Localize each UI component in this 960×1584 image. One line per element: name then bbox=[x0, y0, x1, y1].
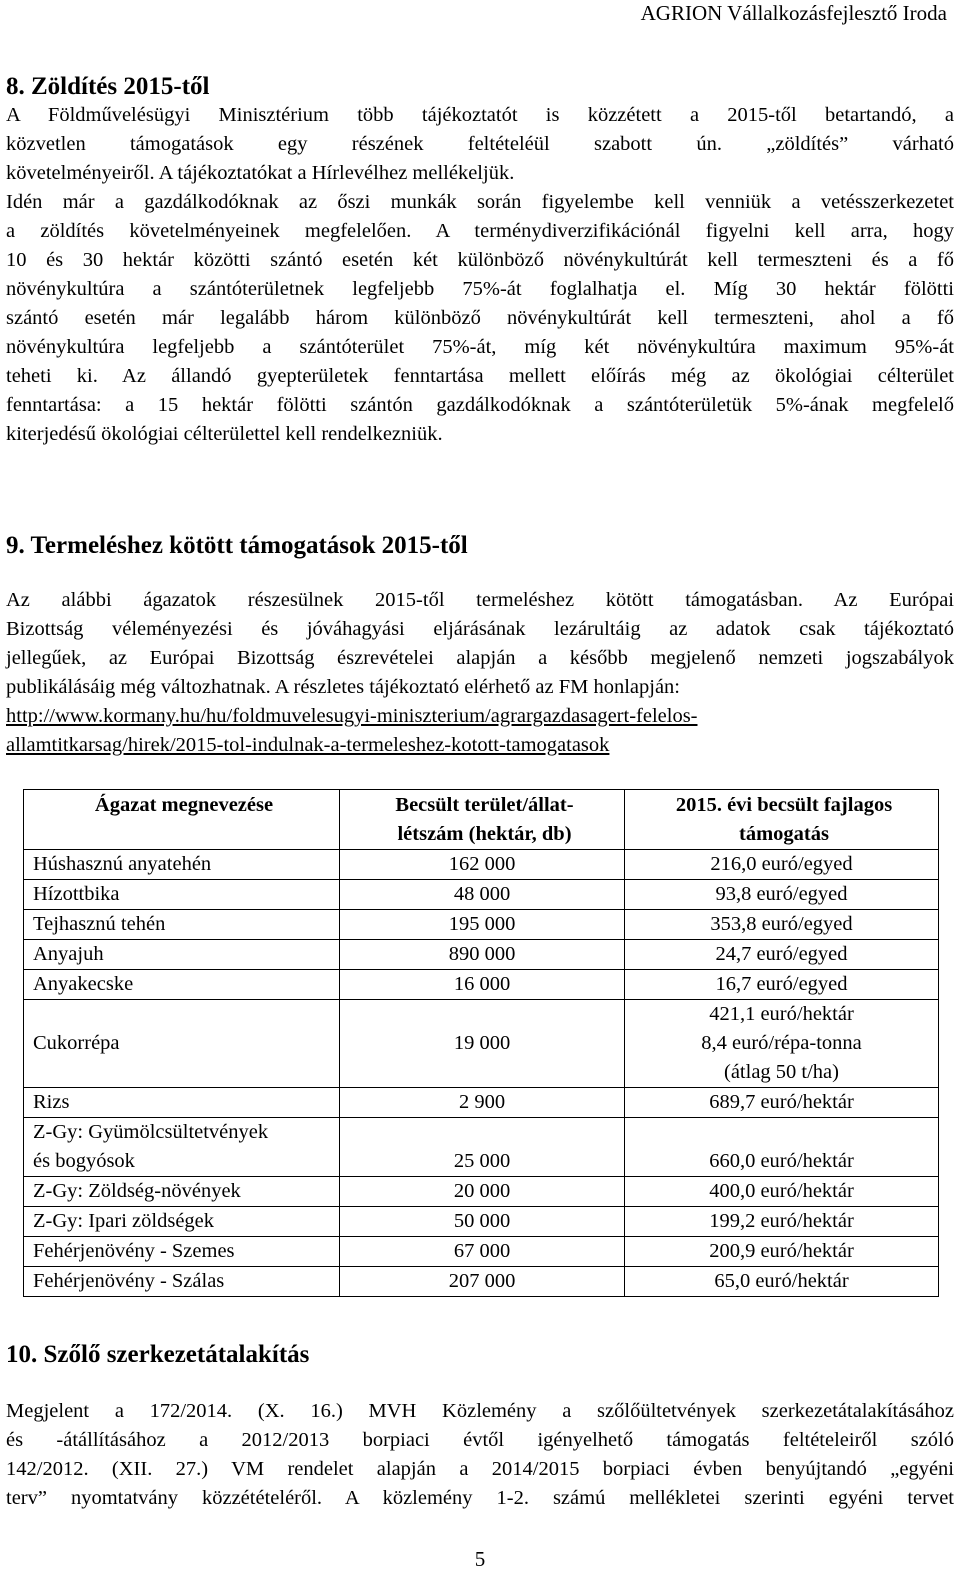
table-row bbox=[24, 1237, 939, 1267]
section-8-line: Idén már a gazdálkodóknak az őszi munkák során figyelembe kell venniük a vetésszerkezetet bbox=[6, 191, 954, 213]
section-8-line: közvetlen támogatások egy részének feltételéül szabott ún. „zöldítés” várható bbox=[6, 133, 954, 155]
sector-cell: Anyajuh bbox=[24, 940, 340, 970]
amount-cell: 19 000 bbox=[340, 1000, 625, 1088]
fm-link-line bbox=[6, 702, 954, 731]
support-cell bbox=[625, 1000, 939, 1088]
section-8-line: növénykultúra legfeljebb a szántóterület 75%-át, míg két növénykultúra maximum 95%-át bbox=[6, 336, 954, 358]
section-8-line: szántó esetén már legalább három különböző növénykultúrát kell termeszteni, ahol a fő bbox=[6, 307, 954, 329]
section-10-line: Megjelent a 172/2014. (X. 16.) MVH Közlemény a szőlőültetvények szerkezetátalakításához bbox=[6, 1400, 954, 1422]
amount-cell: 207 000 bbox=[340, 1267, 625, 1297]
section-8-line: 10 és 30 hektár közötti szántó esetén két különböző növénykultúrát kell termeszteni és a fő bbox=[6, 249, 954, 271]
support-line: 421,1 euró/hektár bbox=[709, 1003, 854, 1025]
sector-cell: Cukorrépa bbox=[24, 1000, 340, 1088]
table-row bbox=[24, 1267, 939, 1297]
table-row bbox=[24, 850, 939, 880]
sector-cell: Tejhasznú tehén bbox=[24, 910, 340, 940]
section-8-line: a zöldítés követelményeinek megfelelően. A terménydiverzifikációnál figyelni kell arra, hogy bbox=[6, 220, 954, 242]
support-cell: 400,0 euró/hektár bbox=[625, 1177, 939, 1207]
column-header-amount-text: Becsült terület/állat-létszám (hektár, db) bbox=[395, 794, 574, 845]
table-header-row bbox=[24, 790, 939, 850]
table-row bbox=[24, 1177, 939, 1207]
section-8-line: növénykultúra a szántóterületnek legfeljebb 75%-át foglalhatja el. Míg 30 hektár fölötti bbox=[6, 278, 954, 300]
amount-cell: 48 000 bbox=[340, 880, 625, 910]
support-cell: 200,9 euró/hektár bbox=[625, 1237, 939, 1267]
sector-cell: Húshasznú anyatehén bbox=[24, 850, 340, 880]
support-cell: 93,8 euró/egyed bbox=[625, 880, 939, 910]
support-table bbox=[23, 789, 939, 1297]
sector-cell: Fehérjenövény - Szálas bbox=[24, 1267, 340, 1297]
support-cell: 24,7 euró/egyed bbox=[625, 940, 939, 970]
table-row bbox=[24, 880, 939, 910]
section-9-line: Bizottság véleményezési és jóváhagyási eljárásának lezárultáig az adatok csak tájékoztató bbox=[6, 618, 954, 640]
support-line: (átlag 50 t/ha) bbox=[724, 1061, 839, 1083]
support-cell: 65,0 euró/hektár bbox=[625, 1267, 939, 1297]
sector-cell bbox=[24, 1118, 340, 1177]
section-9-line: Az alábbi ágazatok részesülnek 2015-től termeléshez kötött támogatásban. Az Európai bbox=[6, 589, 954, 611]
sector-cell: Z-Gy: Zöldség-növények bbox=[24, 1177, 340, 1207]
sector-cell: Z-Gy: Ipari zöldségek bbox=[24, 1207, 340, 1237]
amount-cell: 2 900 bbox=[340, 1088, 625, 1118]
section-8-line: fenntartása: a 15 hektár fölötti szántón gazdálkodóknak a szántóterületük 5%-ának megfelelő bbox=[6, 394, 954, 416]
fm-link-line bbox=[6, 731, 954, 760]
sector-line: Z-Gy: Gyümölcsültetvények bbox=[33, 1121, 269, 1143]
support-cell: 660,0 euró/hektár bbox=[625, 1118, 939, 1177]
amount-cell: 195 000 bbox=[340, 910, 625, 940]
support-cell: 16,7 euró/egyed bbox=[625, 970, 939, 1000]
sector-cell: Anyakecske bbox=[24, 970, 340, 1000]
section-10-line: 142/2012. (XII. 27.) VM rendelet alapján a 2014/2015 borpiaci évben benyújtandó „egyéni bbox=[6, 1458, 954, 1480]
column-header-support bbox=[625, 790, 939, 850]
support-cell: 199,2 euró/hektár bbox=[625, 1207, 939, 1237]
section-10-line: terv” nyomtatvány közzétételéről. A közlemény 1-2. számú mellékletei szerinti egyéni tervet bbox=[6, 1487, 954, 1509]
section-9-line: publikálásáig még változhatnak. A részletes tájékoztató elérhető az FM honlapján: bbox=[6, 676, 680, 698]
fm-link-part-2[interactable]: allamtitkarsag/hirek/2015-tol-indulnak-a-termeleshez-kotott-tamogatasok bbox=[6, 734, 610, 756]
table-row bbox=[24, 1118, 939, 1177]
section-9-line: jellegűek, az Európai Bizottság észrevételei alapján a később megjelenő nemzeti jogszabályok bbox=[6, 647, 954, 669]
table-row bbox=[24, 1088, 939, 1118]
amount-cell: 50 000 bbox=[340, 1207, 625, 1237]
column-header-support-text: 2015. évi becsült fajlagos támogatás bbox=[675, 794, 893, 845]
support-cell: 216,0 euró/egyed bbox=[625, 850, 939, 880]
amount-cell: 67 000 bbox=[340, 1237, 625, 1267]
section-8-heading: 8. Zöldítés 2015-től bbox=[6, 73, 210, 100]
amount-cell: 20 000 bbox=[340, 1177, 625, 1207]
column-header-amount bbox=[340, 790, 625, 850]
amount-cell: 16 000 bbox=[340, 970, 625, 1000]
column-header-sector: Ágazat megnevezése bbox=[24, 790, 340, 850]
section-10-heading: 10. Szőlő szerkezetátalakítás bbox=[6, 1341, 310, 1368]
section-8-line: kiterjedésű ökológiai célterülettel kell rendelkezniük. bbox=[6, 423, 443, 445]
table-row bbox=[24, 1000, 939, 1088]
table-row bbox=[24, 970, 939, 1000]
section-10-line: és -átállításához a 2012/2013 borpiaci évtől igényelhető támogatás feltételeiről szóló bbox=[6, 1429, 954, 1451]
table-row bbox=[24, 910, 939, 940]
sector-line: és bogyósok bbox=[33, 1150, 135, 1172]
page-number: 5 bbox=[474, 1547, 486, 1571]
table-row bbox=[24, 940, 939, 970]
section-8-line: követelményeiről. A tájékoztatókat a Hírlevélhez mellékeljük. bbox=[6, 162, 515, 184]
amount-cell: 25 000 bbox=[340, 1118, 625, 1177]
page-header: AGRION Vállalkozásfejlesztő Iroda bbox=[640, 1, 947, 25]
section-8-line: A Földművelésügyi Minisztérium több tájékoztatót is közzétett a 2015-től betartandó, a bbox=[6, 104, 954, 126]
support-line: 8,4 euró/répa-tonna bbox=[701, 1032, 862, 1054]
sector-cell: Rizs bbox=[24, 1088, 340, 1118]
fm-link-part-1[interactable]: http://www.kormany.hu/hu/foldmuvelesugyi-miniszterium/agrargazdasagert-felelos- bbox=[6, 705, 698, 727]
support-cell: 689,7 euró/hektár bbox=[625, 1088, 939, 1118]
section-8-line: teheti ki. Az állandó gyepterületek fenntartása mellett előírás még az ökológiai célterület bbox=[6, 365, 954, 387]
section-9-heading: 9. Termeléshez kötött támogatások 2015-től bbox=[6, 532, 468, 559]
support-cell: 353,8 euró/egyed bbox=[625, 910, 939, 940]
amount-cell: 162 000 bbox=[340, 850, 625, 880]
sector-cell: Hízottbika bbox=[24, 880, 340, 910]
sector-cell: Fehérjenövény - Szemes bbox=[24, 1237, 340, 1267]
table-row bbox=[24, 1207, 939, 1237]
amount-cell: 890 000 bbox=[340, 940, 625, 970]
